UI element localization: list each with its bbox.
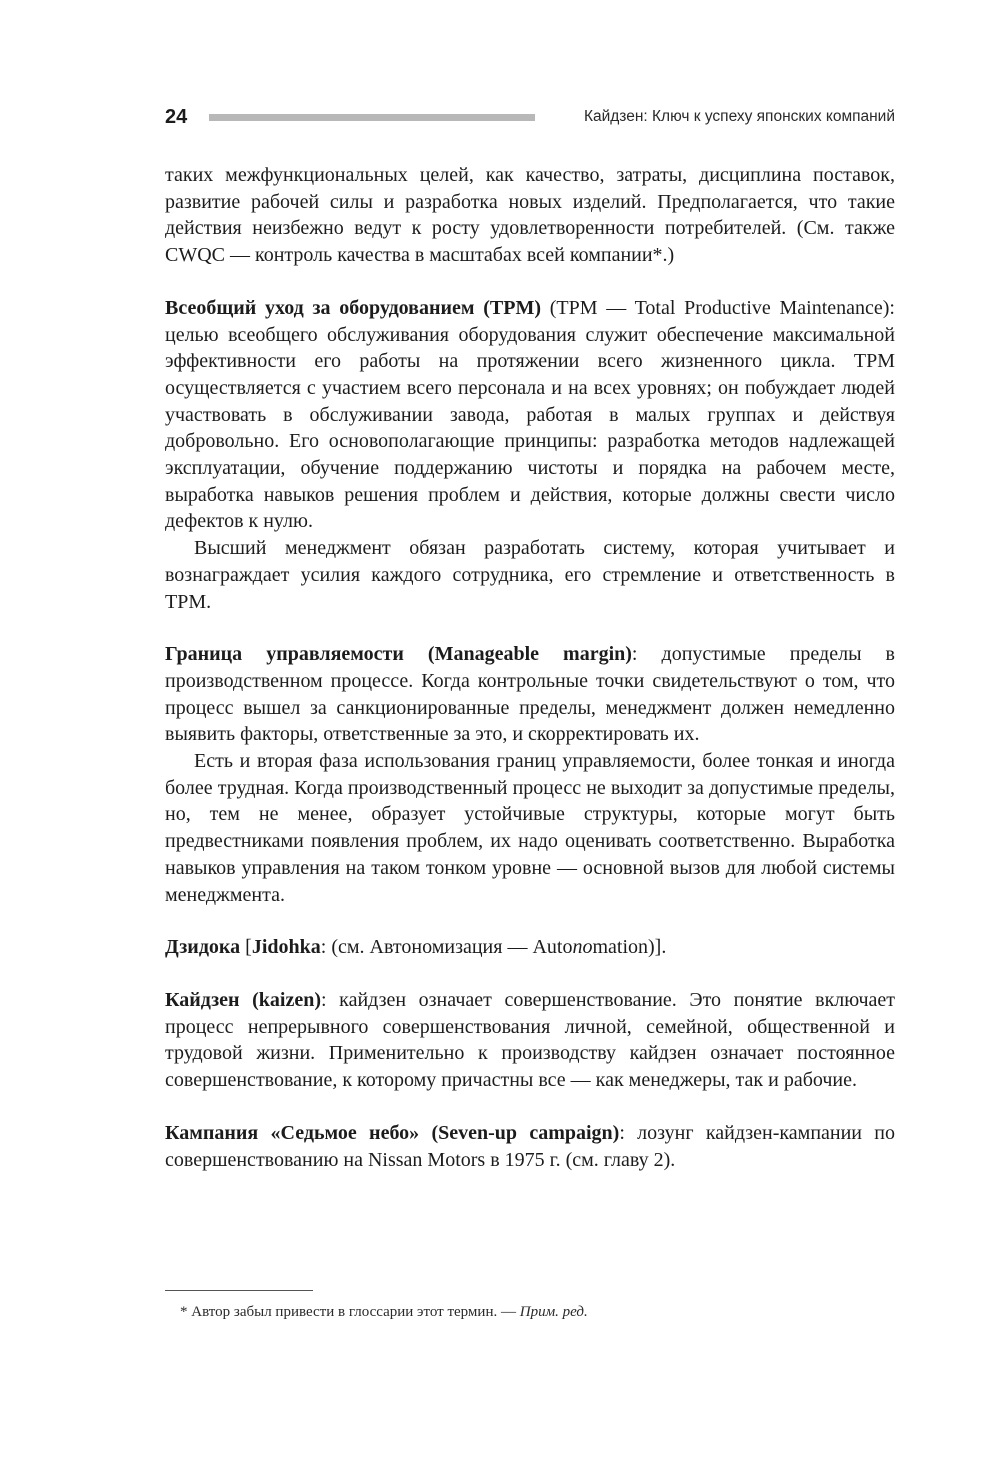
paragraph-text: Есть и вторая фаза использования границ управляемости, более тонкая и иногда более трудная. Когда производственный процесс не выходит за допустимые пределы, но, тем не менее, образует устойчивые структуры, которые могут быть предвестниками появления проблем, их надо оценивать соответственно. Выработка навыков управления на таком тонком уровне — основной вызов для любой системы менеджмента. (165, 750, 895, 906)
running-header (165, 103, 895, 131)
entry-term-abbr: TPM (489, 296, 535, 319)
entry-term: Граница управляемости (Manageable margin) (165, 643, 632, 666)
entry-term-latin: Jidohka (251, 936, 321, 959)
page-number: 24 (165, 106, 188, 128)
footnote-marker: * (180, 1304, 188, 1320)
entry-definition: : допустимые пределы в производственном процессе. Когда контрольные точки свидетельствуют о том, что процесс вышел за санкционированные пределы, менеджмент должен немедленно выявить факторы, ответственные за это, и скорректировать их. (165, 643, 895, 746)
footnote-rule (165, 1290, 313, 1291)
paragraph-margin-second-phase (165, 748, 895, 908)
running-title: Кайдзен: Ключ к успеху японских компаний (583, 108, 895, 125)
entry-term: Дзидока (165, 936, 241, 959)
entry-term: Всеобщий уход за оборудованием ( (165, 296, 490, 319)
paragraph-text: таких межфункциональных целей, как качество, затраты, дисциплина поставок, развитие рабочей силы и разработка новых изделий. Предполагается, что такие действия неизбежно ведут к росту удовлетворенности потребителей. (См. также CWQC — контроль качества в масштабах всей компании*.) (165, 164, 895, 267)
entry-jidohka (165, 934, 895, 961)
entry-definition: (TPM — Total Productive Maintenance): целью всеобщего обслуживания оборудования служит обеспечение максимальной эффективности его работы на протяжении всего жизненного цикла. TPM осуществляется с участием всего персонала и на всех уровнях; он побуждает людей участвовать в обслуживании завода, работая в малых группах и действуя добровольно. Его основополагающие принципы: разработка методов надлежащей эксплуатации, обучение поддержанию чистоты и порядка на рабочем месте, выработка навыков решения проблем и действия, которые должны свести число дефектов к нулю. (165, 296, 895, 533)
entry-definition-italic: no (572, 936, 593, 959)
entry-term: Кампания «Седьмое небо» (Seven-up campaign) (165, 1121, 620, 1144)
entry-definition: : (см. Автономизация — Auto (320, 936, 573, 959)
entry-definition: : лозунг кайдзен-кампании по совершенствованию на Nissan Motors в 1975 г. (см. главу 2). (165, 1121, 895, 1171)
paragraph-tpm-management (165, 535, 895, 615)
footnote-editor-note: Прим. ред. (519, 1304, 588, 1320)
entry-term-close: ) (534, 296, 542, 319)
entry-definition: : кайдзен означает совершенствование. Это понятие включает процесс непрерывного совершенствования личной, семейной, общественной и трудовой жизни. Применительно к производству кайдзен означает постоянное совершенствование, к которому причастны все — как менеджеры, так и рабочие. (165, 988, 895, 1092)
entry-term: Кайдзен (kaizen) (165, 988, 322, 1011)
entry-definition-end: mation)]. (592, 936, 667, 959)
entry-kaizen (165, 987, 895, 1094)
paragraph-cwqc-continuation (165, 162, 895, 269)
entry-tpm (165, 295, 895, 535)
entry-text: [ (240, 936, 252, 959)
footnote (180, 1301, 880, 1323)
entry-seven-up-campaign (165, 1120, 895, 1173)
paragraph-text: Высший менеджмент обязан разработать систему, которая учитывает и вознаграждает усилия каждого сотрудника, его стремление и ответственность в TPM. (165, 537, 895, 613)
glossary-body (165, 162, 895, 1173)
header-rule (209, 114, 535, 121)
footnote-text: Автор забыл привести в глоссарии этот термин. — (191, 1304, 516, 1320)
entry-manageable-margin (165, 641, 895, 748)
